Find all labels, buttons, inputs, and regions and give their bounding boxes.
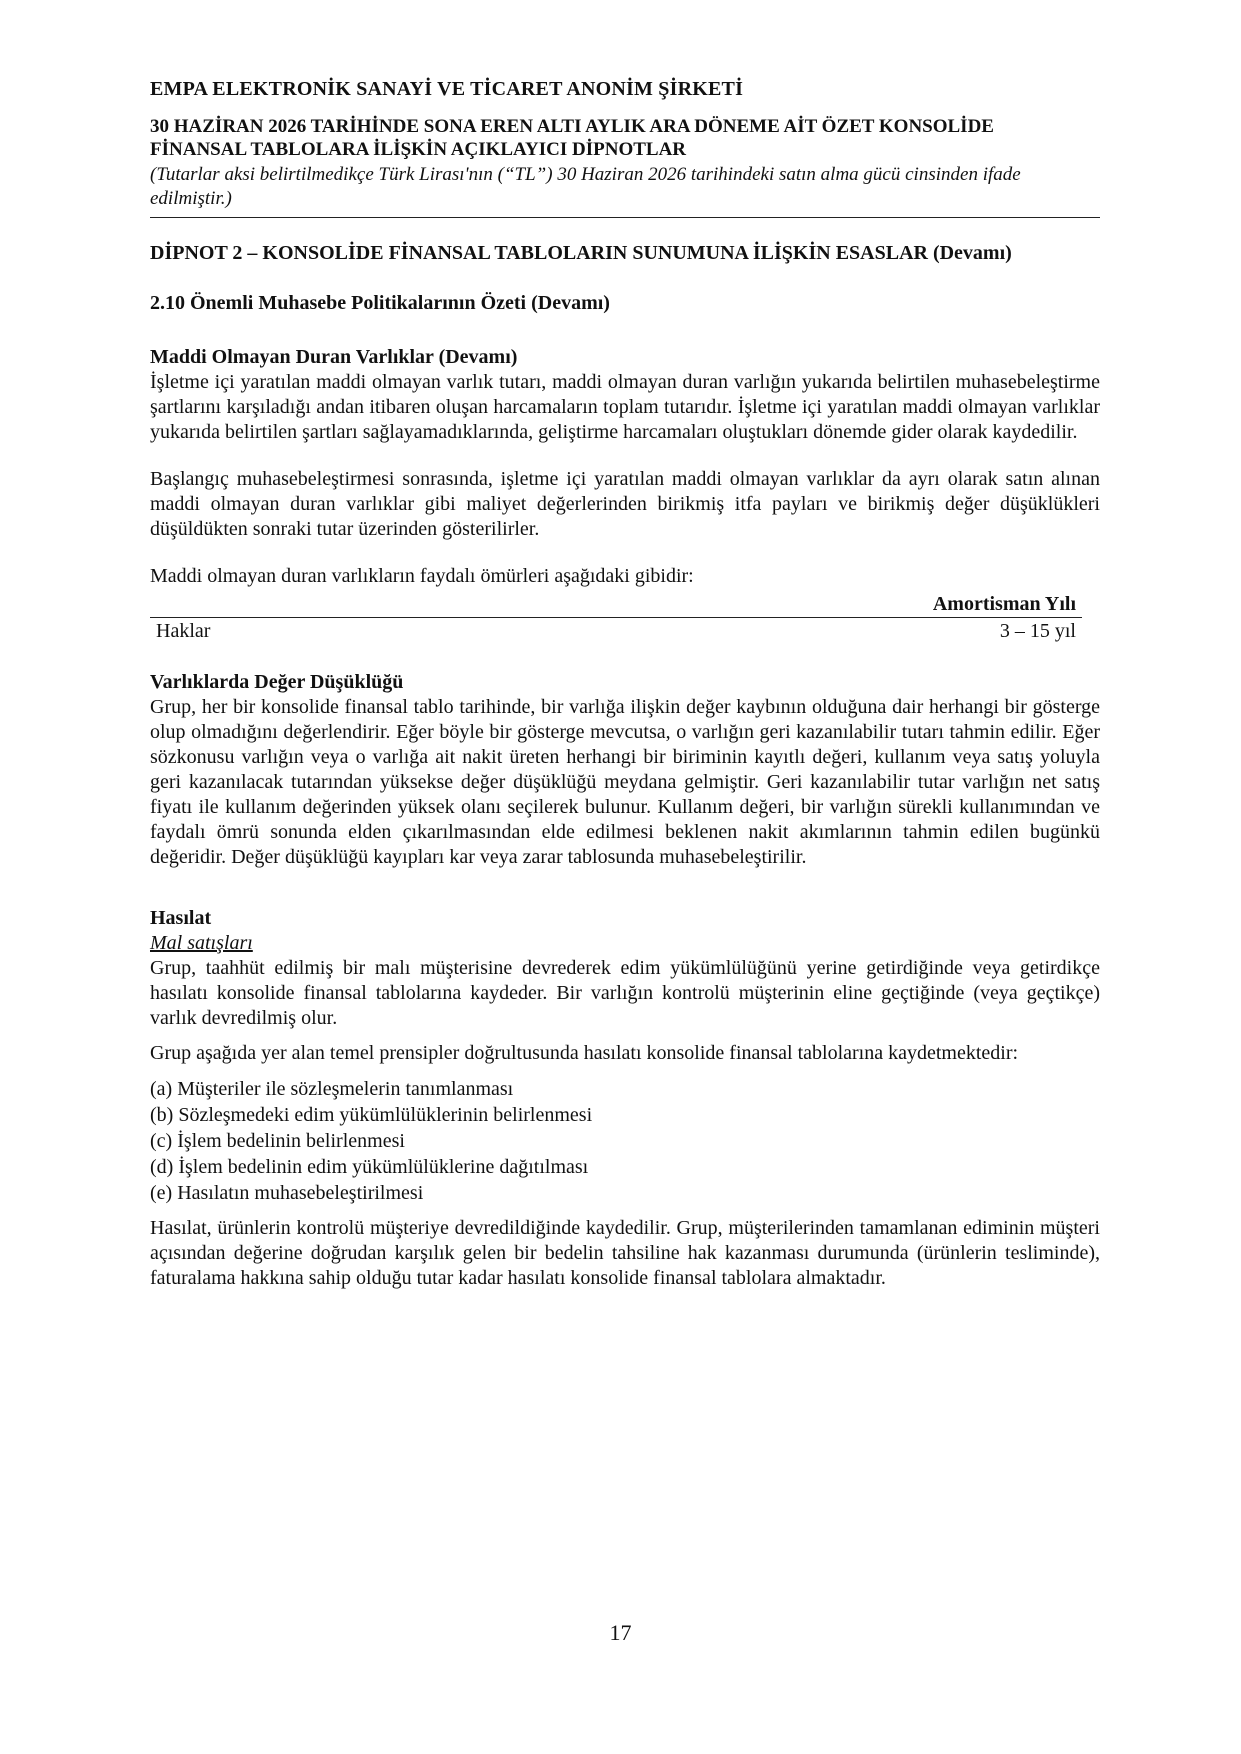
list-item: (b) Sözleşmedeki edim yükümlülüklerinin belirlenmesi xyxy=(150,1104,593,1126)
intangibles-heading: Maddi Olmayan Duran Varlıklar (Devamı) xyxy=(150,346,518,368)
revenue-paragraph-2: Grup aşağıda yer alan temel prensipler doğrultusunda hasılatı konsolide finansal tablolarına kaydetmektedir: xyxy=(150,1042,1019,1064)
list-item: (c) İşlem bedelinin belirlenmesi xyxy=(150,1130,405,1152)
report-subtitle-line1: 30 HAZİRAN 2026 TARİHİNDE SONA EREN ALTI AYLIK ARA DÖNEME AİT ÖZET KONSOLİDE xyxy=(150,116,994,137)
company-name: EMPA ELEKTRONİK SANAYİ VE TİCARET ANONİM ŞİRKETİ xyxy=(150,78,744,100)
report-subtitle-line2: FİNANSAL TABLOLARA İLİŞKİN AÇIKLAYICI DİPNOTLAR xyxy=(150,139,687,160)
revenue-subheading: Mal satışları xyxy=(150,932,253,954)
list-item: (e) Hasılatın muhasebeleştirilmesi xyxy=(150,1182,424,1204)
page-number: 17 xyxy=(609,1620,632,1645)
note-title: DİPNOT 2 – KONSOLİDE FİNANSAL TABLOLARIN SUNUMUNA İLİŞKİN ESASLAR (Devamı) xyxy=(150,242,1012,264)
intangibles-paragraph-1: İşletme içi yaratılan maddi olmayan varlık tutarı, maddi olmayan duran varlığın yukarıda belirtilen muhasebeleştirme şartlarını karşıladığı andan itibaren oluşan harcamaların toplam tutarıdır. İşletme içi yaratılan maddi olmayan varlıklar yukarıda belirtilen şartları sağlayamadıklarında, geliştirme harcamaları oluştukları dönemde gider olarak kaydedilir. xyxy=(150,371,1100,443)
row-label: Haklar xyxy=(156,620,211,642)
list-item: (d) İşlem bedelinin edim yükümlülüklerine dağıtılması xyxy=(150,1156,589,1178)
revenue-paragraph-3: Hasılat, ürünlerin kontrolü müşteriye devredildiğinde kaydedilir. Grup, müşterilerinden tamamlanan ediminin müşteri açısından değerine doğrudan karşılık gelen bir bedelin tahsiline hak kazanması durumunda (ürünlerin tesliminde), faturalama hakkına sahip olduğu tutar kadar hasılatı konsolide finansal tablolara almaktadır. xyxy=(150,1217,1100,1289)
report-subtitle xyxy=(150,115,1100,161)
currency-note: (Tutarlar aksi belirtilmedikçe Türk Lirası'nın (“TL”) 30 Haziran 2026 tarihindeki satın alma gücü cinsinden ifade edilmiştir.) xyxy=(150,164,1021,209)
table-row xyxy=(150,618,1082,644)
section-title: 2.10 Önemli Muhasebe Politikalarının Özeti (Devamı) xyxy=(150,292,610,314)
impairment-paragraph: Grup, her bir konsolide finansal tablo tarihinde, bir varlığa ilişkin değer kaybının olduğuna dair herhangi bir gösterge olup olmadığını değerlendirir. Eğer böyle bir gösterge mevcutsa, o varlığın geri kazanılabilir tutarı tahmin edilir. Eğer sözkonusu varlığın veya o varlığa ait nakit üreten herhangi bir biriminin kayıtlı değeri, kullanım veya satış yoluyla geri kazanılacak tutarından yüksekse değer düşüklüğü meydana gelmiştir. Geri kazanılabilir tutar varlığın net satış fiyatı ile kullanım değerinden yüksek olanı seçilerek bulunur. Kullanım değeri, bir varlığın sürekli kullanımından ve faydalı ömrü sonunda elden çıkarılmasından elde edilmesi beklenen nakit akımlarının tahmin edilen bugünkü değeridir. Değer düşüklüğü kayıpları kar veya zarar tablosunda muhasebeleştirilir. xyxy=(150,696,1100,868)
revenue-heading: Hasılat xyxy=(150,907,212,929)
header-divider xyxy=(150,217,1100,218)
revenue-paragraph-1: Grup, taahhüt edilmiş bir malı müşterisine devrederek edim yükümlülüğünü yerine getirdiğinde veya getirdikçe hasılatı konsolide finansal tablolarına kaydeder. Bir varlığın kontrolü müşterinin eline geçtiğinde (veya geçtikçe) varlık devredilmiş olur. xyxy=(150,957,1100,1029)
list-item: (a) Müşteriler ile sözleşmelerin tanımlanması xyxy=(150,1078,514,1100)
revenue-principles-list xyxy=(150,1076,1100,1206)
intangibles-paragraph-2: Başlangıç muhasebeleştirmesi sonrasında, işletme içi yaratılan maddi olmayan varlıklar da ayrı olarak satın alınan maddi olmayan duran varlıklar gibi maliyet değerlerinden birikmiş itfa payları ve birikmiş değer düşüklükleri düşüldükten sonraki tutar üzerinden gösterilirler. xyxy=(150,468,1100,540)
useful-life-header: Amortisman Yılı xyxy=(932,593,1076,615)
intangibles-paragraph-3: Maddi olmayan duran varlıkların faydalı ömürleri aşağıdaki gibidir: xyxy=(150,565,694,587)
row-value: 3 – 15 yıl xyxy=(999,620,1076,642)
impairment-heading: Varlıklarda Değer Düşüklüğü xyxy=(150,671,404,693)
useful-life-table xyxy=(150,591,1082,644)
document-page xyxy=(150,78,1100,1291)
